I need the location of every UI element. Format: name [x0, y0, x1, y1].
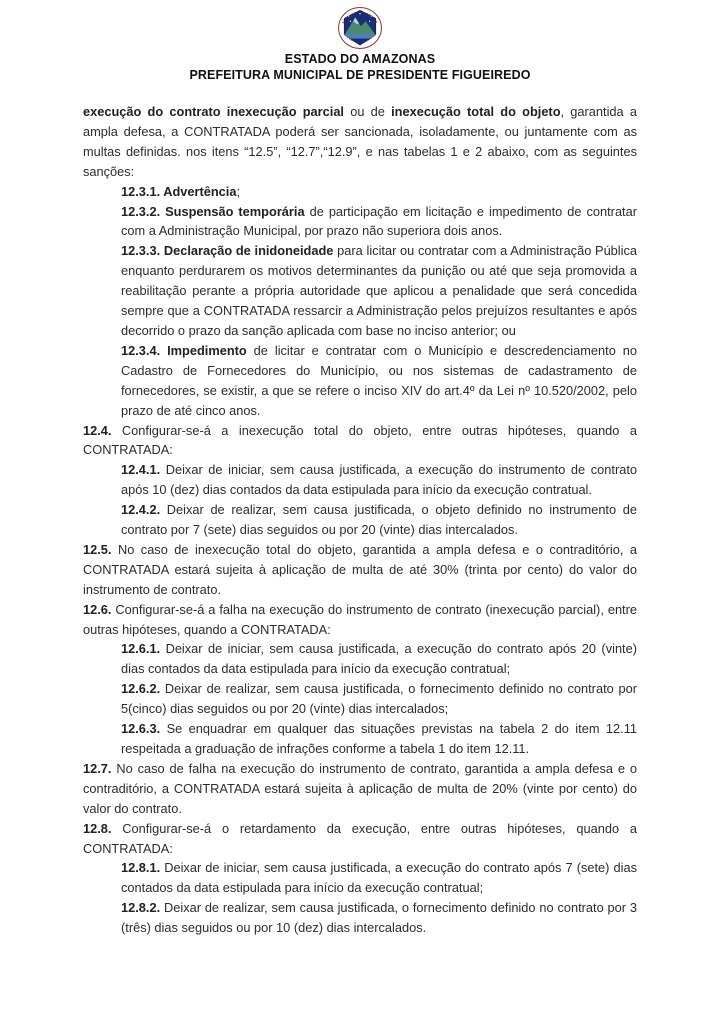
clause-subitem-paragraph: [83, 202, 637, 242]
clause-subitem-paragraph: [83, 858, 637, 898]
text-segment: Configurar-se-á a falha na execução do instrumento de contrato (inexecução parcial), entre outras hipóteses, quando a CONTRATADA:: [83, 601, 637, 637]
clause-subitem-paragraph: [83, 460, 637, 500]
clause-subitem-paragraph: [83, 500, 637, 540]
bold-text-segment: 12.3.4. Impedimento: [121, 342, 247, 358]
bold-text-segment: 12.8.2.: [121, 900, 161, 916]
bold-text-segment: inexecução total do objeto: [391, 104, 561, 119]
text-segment: Deixar de iniciar, sem causa justificada, a execução do instrumento de contrato após 10 (dez) dias contados da data estipulada para início da execução contratual.: [121, 462, 637, 498]
clause-subitem-paragraph: [83, 898, 637, 938]
clause-subitem-paragraph: [83, 719, 637, 759]
clause-subitem-paragraph: [83, 639, 637, 679]
bold-text-segment: 12.3.2. Suspensão temporária: [121, 203, 305, 219]
text-segment: Deixar de realizar, sem causa justificada, o fornecimento definido no contrato por 5(cinco) dias seguidos ou por 20 (vinte) dias intercalados;: [121, 681, 637, 717]
text-segment: Configurar-se-á o retardamento da execução, entre outras hipóteses, quando a CONTRATADA:: [83, 820, 637, 856]
text-segment: No caso de inexecução total do objeto, garantida a ampla defesa e o contraditório, a CONTRATADA estará sujeita à aplicação de multa de até 30% (trinta por cento) do valor do instrumento de contrato.: [83, 541, 637, 597]
text-segment: , garantida a ampla defesa, a CONTRATADA poderá ser sancionada, isoladamente, ou juntamente com as multas definidas. nos itens “12.5”, “12.7”,“12.9”, e nas tabelas 1 e 2 abaixo, com as seguintes sanções:: [83, 104, 637, 179]
text-segment: ou de: [344, 104, 392, 119]
bold-text-segment: 12.3.1. Advertência: [121, 183, 237, 199]
clause-paragraph: [83, 759, 637, 819]
document-body: [83, 102, 637, 938]
text-segment: Configurar-se-á a inexecução total do objeto, entre outras hipóteses, quando a CONTRATADA:: [83, 422, 637, 458]
clause-paragraph: [83, 600, 637, 640]
bold-text-segment: execução do contrato inexecução parcial: [83, 104, 344, 119]
document-header: [0, 0, 720, 83]
clause-subitem-paragraph: [83, 182, 637, 202]
bold-text-segment: 12.6.3.: [121, 721, 161, 737]
bold-text-segment: 12.6.: [83, 601, 112, 617]
text-segment: No caso de falha na execução do instrumento de contrato, garantida a ampla defesa e o contraditório, a CONTRATADA estará sujeita à aplicação de multa de 20% (vinte por cento) do valor do contrato.: [83, 760, 637, 816]
clause-paragraph: [83, 102, 637, 182]
bold-text-segment: 12.4.: [83, 422, 112, 438]
text-segment: para licitar ou contratar com a Administração Pública enquanto perdurarem os motivos determinantes da punição ou até que seja promovida a reabilitação perante a própria autoridade que aplicou a penalidade que será concedida sempre que a CONTRATADA ressarcir a Administração pelos prejuízos resultantes e após decorrido o prazo da sanção aplicada com base no inciso anterior; ou: [121, 243, 637, 338]
clause-subitem-paragraph: [83, 679, 637, 719]
text-segment: ;: [236, 183, 241, 199]
bold-text-segment: 12.6.1.: [121, 641, 161, 657]
clause-paragraph: [83, 540, 637, 600]
clause-paragraph: [83, 421, 637, 461]
bold-text-segment: 12.5.: [83, 541, 112, 557]
header-municipality-name: PREFEITURA MUNICIPAL DE PRESIDENTE FIGUEIREDO: [189, 67, 531, 82]
text-segment: de participação em licitação e impedimento de contratar com a Administração Municipal, por prazo não superiora dois anos.: [121, 203, 637, 239]
text-segment: Deixar de realizar, sem causa justificada, o objeto definido no instrumento de contrato por 7 (sete) dias seguidos ou por 20 (vinte) dias intercalados.: [121, 502, 637, 538]
text-segment: Se enquadrar em qualquer das situações previstas na tabela 2 do item 12.11 respeitada a graduação de infrações conforme a tabela 1 do item 12.11.: [121, 721, 637, 756]
bold-text-segment: 12.8.: [83, 820, 112, 836]
clause-paragraph: [83, 819, 637, 859]
clause-subitem-paragraph: [83, 241, 637, 341]
text-segment: de licitar e contratar com o Município e descredenciamento no Cadastro de Fornecedores do Município, ou nos sistemas de cadastramento de fornecedores, se existir, a que se refere o inciso XIV do art.4º da Lei nº 10.520/2002, pelo prazo de até cinco anos.: [121, 342, 637, 418]
bold-text-segment: 12.8.1.: [121, 860, 161, 876]
bold-text-segment: 12.4.2.: [121, 502, 161, 518]
text-segment: Deixar de iniciar, sem causa justificada, a execução do contrato após 20 (vinte) dias contados da data estipulada para início da execução contratual;: [121, 641, 637, 677]
text-segment: Deixar de realizar, sem causa justificada, o fornecimento definido no contrato por 3 (três) dias seguidos ou por 10 (dez) dias intercalados.: [121, 900, 637, 936]
bold-text-segment: 12.7.: [83, 760, 112, 776]
bold-text-segment: 12.6.2.: [121, 681, 161, 697]
bold-text-segment: 12.4.1.: [121, 462, 161, 478]
header-state-name: ESTADO DO AMAZONAS: [284, 52, 436, 66]
municipal-seal-icon: [337, 6, 383, 50]
bold-text-segment: 12.3.3. Declaração de inidoneidade: [121, 243, 334, 259]
text-segment: Deixar de iniciar, sem causa justificada, a execução do contrato após 7 (sete) dias contados da data estipulada para início da execução contratual;: [121, 860, 637, 896]
clause-subitem-paragraph: [83, 341, 637, 421]
